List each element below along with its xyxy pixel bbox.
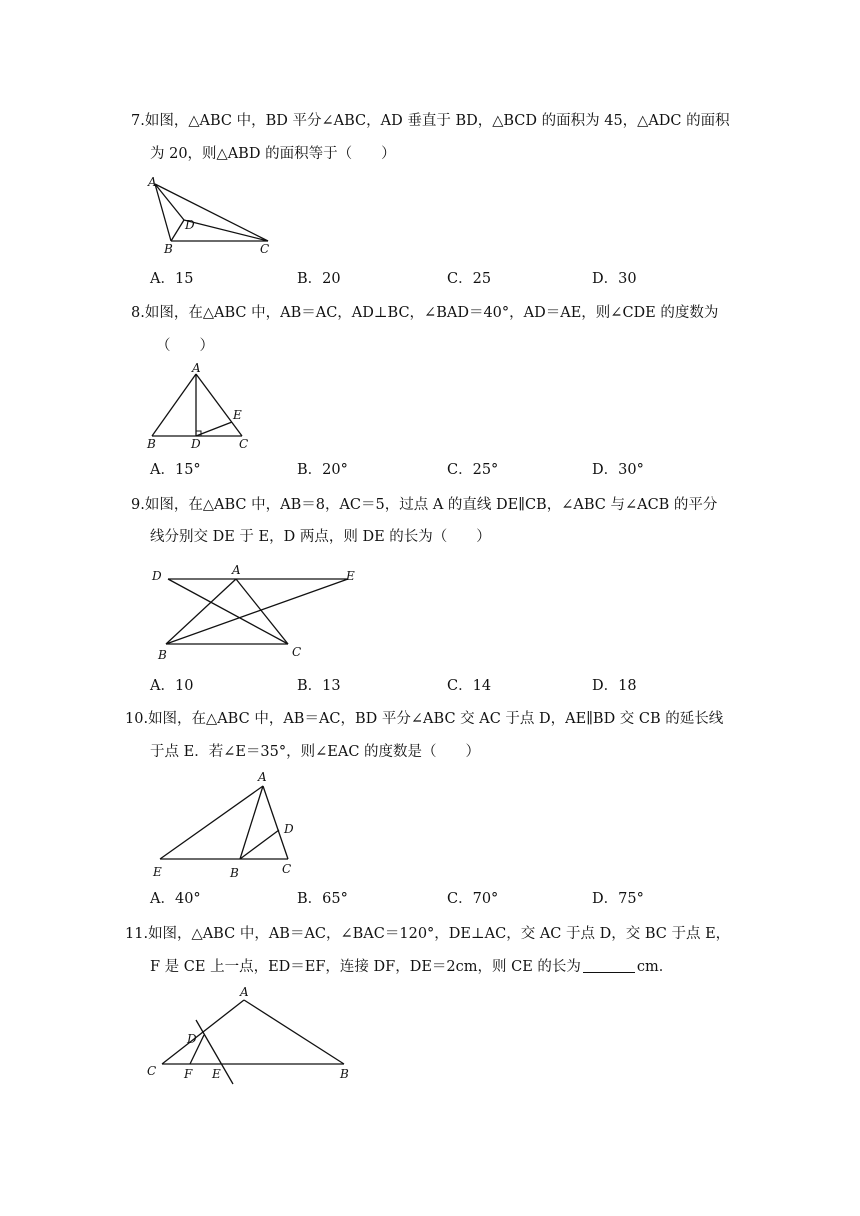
question-10-option-c[interactable]: C．70° <box>447 891 499 907</box>
fig7-line-dc <box>184 220 268 241</box>
question-9-line-2: 线分别交 DE 于 E，D 两点，则 DE 的长为（ ） <box>150 529 491 545</box>
question-7-option-b[interactable]: B．20 <box>297 271 341 287</box>
question-10-option-a[interactable]: A．40° <box>150 891 201 907</box>
answer-blank[interactable] <box>583 957 635 973</box>
fig7-line-ad <box>155 184 184 220</box>
question-10-text-1: 如图，在△ABC 中，AB＝AC，BD 平分∠ABC 交 AC 于点 D，AE∥BD 交 CB 的延长线 <box>148 711 724 727</box>
question-11-unit: cm． <box>636 959 674 975</box>
question-7-text-1: 如图，△ABC 中，BD 平分∠ABC，AD 垂直于 BD，△BCD 的面积为 45，△ADC 的面积 <box>144 113 730 129</box>
fig10-label-a: A <box>258 770 267 784</box>
fig10-label-e: E <box>153 865 162 879</box>
fig11-label-a: A <box>240 985 249 999</box>
fig8-label-d: D <box>191 437 201 451</box>
fig9-line-be <box>166 579 348 644</box>
question-10-number: 10. <box>125 711 149 727</box>
question-11-text-1: 如图，△ABC 中，AB＝AC，∠BAC＝120°，DE⊥AC，交 AC 于点 D，交 BC 于点 E， <box>148 926 731 942</box>
question-7-figure <box>146 174 286 256</box>
question-10-line-2: 于点 E．若∠E＝35°，则∠EAC 的度数是（ ） <box>150 744 481 760</box>
question-11-text-2: F 是 CE 上一点，ED＝EF，连接 DF，DE＝2cm，则 CE 的长为 <box>150 959 581 975</box>
fig9-line-ac <box>236 579 288 644</box>
fig9-label-a: A <box>232 563 241 577</box>
fig9-label-c: C <box>292 645 302 659</box>
fig9-line-ab <box>166 579 236 644</box>
question-7-line-1 <box>131 111 730 131</box>
fig9-label-d: D <box>152 569 162 583</box>
question-9-option-d[interactable]: D．18 <box>592 678 637 694</box>
fig9-line-dc <box>168 579 288 644</box>
question-9-option-a[interactable]: A．10 <box>150 678 194 694</box>
question-11-line-2 <box>150 957 673 977</box>
question-11-number: 11. <box>125 926 149 942</box>
fig7-line-bd <box>171 220 184 241</box>
fig11-label-b: B <box>340 1067 349 1081</box>
fig9-label-e: E <box>346 569 355 583</box>
fig7-line-ab <box>155 184 171 241</box>
fig10-line-bd <box>240 830 279 859</box>
fig7-line-ac <box>155 184 268 241</box>
fig7-label-a: A <box>148 175 157 189</box>
fig7-label-b: B <box>164 242 173 256</box>
fig10-line-ea <box>160 786 263 859</box>
question-8-number: 8. <box>131 305 145 321</box>
question-10-line-1 <box>125 709 723 729</box>
question-9-figure <box>148 559 368 664</box>
question-10-option-d[interactable]: D．75° <box>592 891 644 907</box>
fig10-line-ab <box>240 786 263 859</box>
fig11-label-f: F <box>184 1067 193 1081</box>
question-11-figure <box>144 986 364 1086</box>
question-7-option-c[interactable]: C．25 <box>447 271 492 287</box>
question-8-text-1: 如图，在△ABC 中，AB＝AC，AD⊥BC，∠BAD＝40°，AD＝AE，则∠CDE 的度数为 <box>144 305 719 321</box>
fig9-label-b: B <box>158 648 167 662</box>
question-8-figure <box>144 362 254 452</box>
fig11-line-ab <box>244 1000 344 1064</box>
question-11-line-1 <box>125 924 730 944</box>
question-8-option-a[interactable]: A．15° <box>150 462 201 478</box>
question-7-number: 7. <box>131 113 145 129</box>
fig11-label-d: D <box>187 1032 197 1046</box>
fig10-label-b: B <box>230 866 239 880</box>
question-8-line-1 <box>131 303 718 323</box>
question-8-option-d[interactable]: D．30° <box>592 462 644 478</box>
question-10-option-b[interactable]: B．65° <box>297 891 348 907</box>
question-8-line-2: （ ） <box>156 338 214 354</box>
question-9-number: 9. <box>131 497 145 513</box>
question-8-option-b[interactable]: B．20° <box>297 462 348 478</box>
fig11-label-c: C <box>147 1064 157 1078</box>
fig8-label-a: A <box>192 361 201 375</box>
question-7-option-a[interactable]: A．15 <box>150 271 194 287</box>
question-9-option-c[interactable]: C．14 <box>447 678 492 694</box>
fig8-line-ab <box>152 374 196 436</box>
question-8-option-c[interactable]: C．25° <box>447 462 499 478</box>
question-7-option-d[interactable]: D．30 <box>592 271 637 287</box>
fig11-label-e: E <box>212 1067 221 1081</box>
fig10-label-d: D <box>284 822 294 836</box>
question-9-line-1 <box>131 495 717 515</box>
fig8-label-c: C <box>239 437 249 451</box>
question-9-text-1: 如图，在△ABC 中，AB＝8，AC＝5，过点 A 的直线 DE∥CB，∠ABC 与∠ACB 的平分 <box>144 497 718 513</box>
question-7-line-2: 为 20，则△ABD 的面积等于（ ） <box>150 146 396 162</box>
fig8-label-b: B <box>147 437 156 451</box>
fig7-label-d: D <box>185 218 195 232</box>
question-10-figure <box>148 766 308 881</box>
question-9-option-b[interactable]: B．13 <box>297 678 341 694</box>
fig8-label-e: E <box>233 408 242 422</box>
fig10-label-c: C <box>282 862 292 876</box>
fig7-label-c: C <box>260 242 270 256</box>
